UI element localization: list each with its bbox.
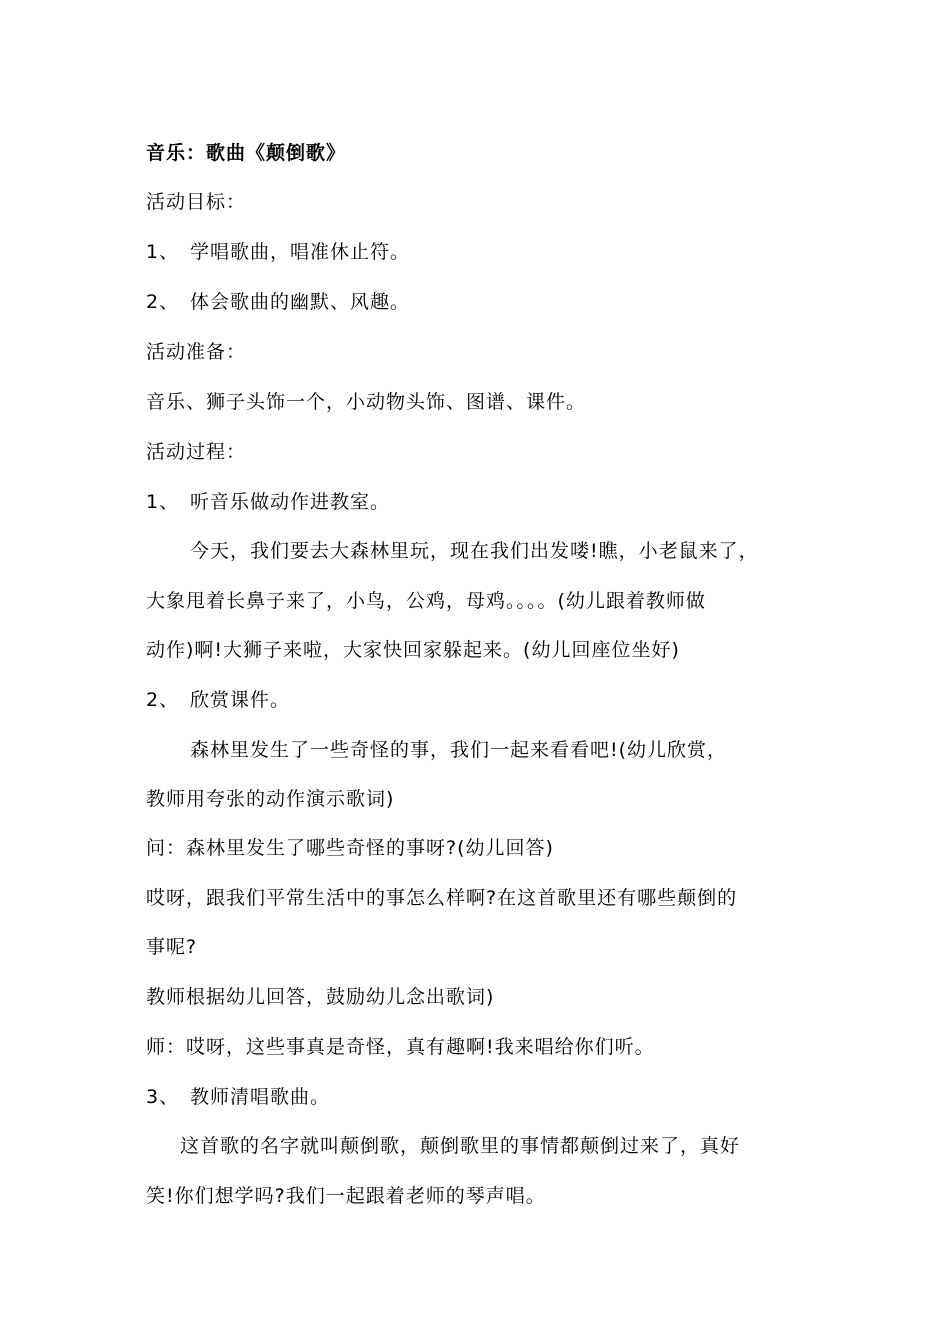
prep-text: 音乐、狮子头饰一个，小动物头饰、图谱、课件。 [146,391,587,413]
goal-number: 1、 [146,241,180,263]
step-number: 2、 [146,689,180,711]
teacher-line: 师：哎呀，这些事真是奇怪，真有趣啊!我来唱给你们听。 [146,1036,655,1058]
paragraph-line: 教师用夸张的动作演示歌词) [146,788,395,810]
goal-heading: 活动目标： [146,191,247,213]
paragraph-line: 动作)啊!大狮子来啦，大家快回家躲起来。(幼儿回座位坐好) [146,639,680,661]
step-3 [146,1085,826,1109]
goal-number: 2、 [146,291,180,313]
goal-item [146,240,826,264]
paragraph-line: 大象甩着长鼻子来了，小鸟，公鸡，母鸡。。。。(幼儿跟着教师做 [146,590,706,612]
goal-item [146,290,826,314]
paragraph-line: 森林里发生了一些奇怪的事，我们一起来看看吧!(幼儿欣赏， [190,739,728,761]
question-line: 事呢? [146,936,198,958]
step-text: 教师清唱歌曲。 [190,1086,331,1108]
question-line: 哎呀，跟我们平常生活中的事怎么样啊?在这首歌里还有哪些颠倒的 [146,887,738,909]
paragraph-line: 笑!你们想学吗?我们一起跟着老师的琴声唱。 [146,1185,546,1207]
goal-text: 学唱歌曲，唱准休止符。 [190,241,411,263]
step-2 [146,688,826,712]
prep-heading: 活动准备： [146,341,247,363]
step-number: 1、 [146,491,180,513]
question-line: 问：森林里发生了哪些奇怪的事呀?(幼儿回答) [146,837,554,859]
step-number: 3、 [146,1086,180,1108]
step-text: 欣赏课件。 [190,689,291,711]
goal-text: 体会歌曲的幽默、风趣。 [190,291,411,313]
step-text: 听音乐做动作进教室。 [190,491,391,513]
page-title: 音乐：歌曲《颠倒歌》 [146,142,347,164]
step-1 [146,490,826,514]
process-heading: 活动过程： [146,441,247,463]
paragraph-line: 今天，我们要去大森林里玩，现在我们出发喽!瞧，小老鼠来了， [190,540,759,562]
paragraph-line: 这首歌的名字就叫颠倒歌，颠倒歌里的事情都颠倒过来了，真好 [180,1135,741,1157]
teacher-note: 教师根据幼儿回答，鼓励幼儿念出歌词) [146,986,495,1008]
